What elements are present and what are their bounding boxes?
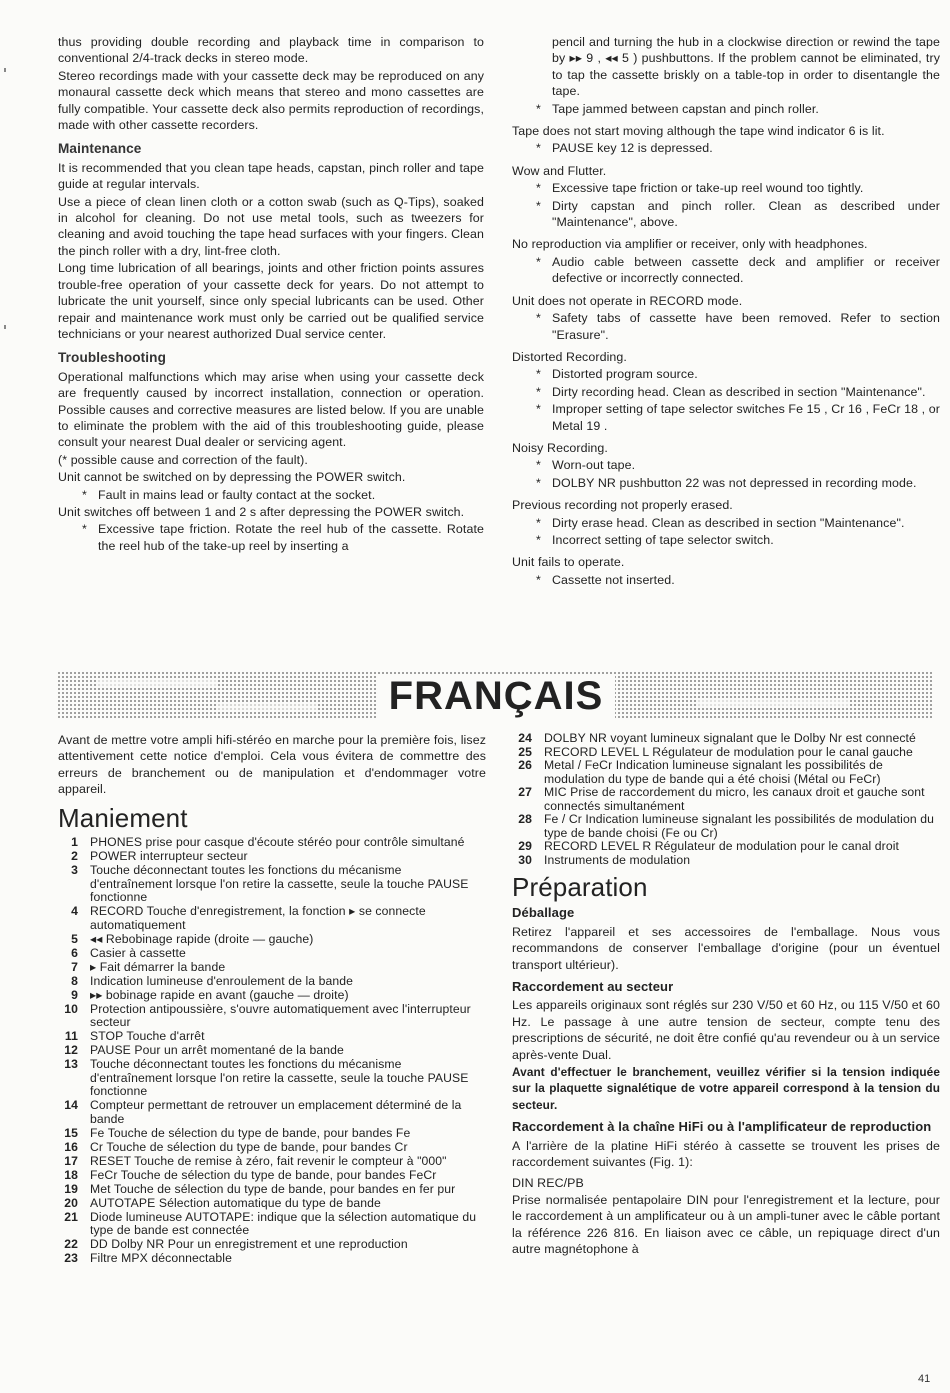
item-text: PHONES prise pour casque d'écoute stéréo pour contrôle simultané <box>90 835 465 850</box>
paragraph: Long time lubrication of all bearings, joints and other friction points assures trouble-free operation of your cassette deck for years. Do not attempt to lubricate the unit yourself, since only special lubricants can be used. Other repair and maintenance work must only be carried out be qualified service technicians or your nearest authorized Dual service center. <box>58 261 484 341</box>
control-item <box>512 813 940 840</box>
margin-mark <box>4 325 6 329</box>
item-text: Filtre MPX déconnectable <box>90 1251 232 1266</box>
maintenance-heading: Maintenance <box>58 141 142 157</box>
item-number: 18 <box>64 1167 78 1182</box>
continued-text: pencil and turning the hub in a clockwise direction or rewind the tape by ▸▸ 9 , ◂◂ 5 ) pushbuttons. If the problem cannot be eliminated, try to tap the cassette briskly on a table-top in order to disentangle the tape. <box>552 35 940 99</box>
language-title: FRANÇAIS <box>377 674 616 718</box>
problem-heading: Wow and Flutter. <box>512 163 607 178</box>
control-item <box>58 947 486 961</box>
item-text: ▸▸ bobinage rapide en avant (gauche — droite) <box>90 987 349 1002</box>
item-text: AUTOTAPE Sélection automatique du type de bande <box>90 1195 381 1210</box>
item-number: 4 <box>71 904 78 919</box>
control-item <box>58 1183 486 1197</box>
item-number: 27 <box>518 785 532 799</box>
control-item <box>58 850 486 864</box>
item-text: DOLBY NR voyant lumineux signalant que le Dolby Nr est connecté <box>544 731 916 745</box>
item-number: 16 <box>64 1139 78 1154</box>
item-text: FeCr Touche de sélection du type de bande, pour bandes FeCr <box>90 1167 437 1182</box>
paragraph: Prise normalisée pentapolaire DIN pour l'enregistrement et la lecture, pour le raccordement à un amplificateur ou à un ampli-tuner avec le câble portant la référence 226 816. En liaison avec ce câble, un repiquage direct d'un autre magnétophone à <box>512 1192 940 1257</box>
problem-heading: Unit cannot be switched on by depressing the POWER switch. <box>58 470 406 485</box>
item-text: Diode lumineuse AUTOTAPE: indique que la sélection automatique du type de bande est connectée <box>90 1209 477 1238</box>
problem-heading: Unit switches off between 1 and 2 s after depressing the POWER switch. <box>58 504 465 519</box>
item-text: RECORD Touche d'enregistrement, la fonction ▸ se connecte automatiquement <box>90 904 426 932</box>
page-number: 41 <box>918 1373 931 1385</box>
item-number: 25 <box>518 744 532 759</box>
subheading-secteur: Raccordement au secteur <box>512 979 674 995</box>
item-text: Met Touche de sélection du type de bande, pour bandes en fer pur <box>90 1181 456 1196</box>
control-item <box>58 1238 486 1252</box>
item-text: ◂◂ Rebobinage rapide (droite — gauche) <box>90 931 314 946</box>
problem-heading: Unit does not operate in RECORD mode. <box>512 293 743 308</box>
cause-bullet: * DOLBY NR pushbutton 22 was not depressed in recording mode. <box>512 475 940 491</box>
cause-bullet: * Cassette not inserted. <box>512 572 940 588</box>
item-number: 24 <box>518 731 532 745</box>
problem-heading: Noisy Recording. <box>512 440 608 455</box>
cause-bullet: * Excessive tape friction or take-up reel wound too tightly. <box>512 180 940 196</box>
item-text: POWER interrupteur secteur <box>90 849 248 864</box>
item-number: 15 <box>64 1125 78 1140</box>
item-number: 2 <box>71 849 78 864</box>
item-text: Compteur permettant de retrouver un emplacement déterminé de la bande <box>90 1098 462 1126</box>
language-banner <box>58 668 934 724</box>
paragraph: (* possible cause and correction of the fault). <box>58 452 308 467</box>
item-text: Metal / FeCr Indication lumineuse signalant les possibilités de modulation du type de bande qui a été choisi (Métal ou FeCr) <box>544 758 883 786</box>
item-number: 21 <box>64 1209 78 1224</box>
control-item <box>58 864 486 905</box>
control-item <box>512 854 940 868</box>
english-column-right <box>512 34 940 589</box>
paragraph: Stereo recordings made with your cassette deck may be reproduced on any monaural cassette deck which means that stereo and mono cassettes are fully compatible. Your cassette deck also permits reproduction of recordings, made with other cassette recorders. <box>58 68 484 133</box>
problem-heading: No reproduction via amplifier or receiver, only with headphones. <box>512 237 868 252</box>
item-text: Touche déconnectant toutes les fonctions du mécanisme d'entraînement lorsque l'on retire la cassette, seule la touche PAUSE fonctionne <box>90 863 469 905</box>
cause-bullet: * Excessive tape friction. Rotate the reel hub of the cassette. Rotate the reel hub of the take-up reel by inserting a <box>58 521 484 554</box>
control-item <box>58 961 486 975</box>
control-item <box>58 1141 486 1155</box>
problem-heading: Tape does not start moving although the tape wind indicator 6 is lit. <box>512 124 885 139</box>
problem-heading: Distorted Recording. <box>512 349 627 364</box>
control-item <box>58 1197 486 1211</box>
margin-mark <box>4 68 6 72</box>
control-item <box>58 836 486 850</box>
item-number: 17 <box>64 1153 78 1168</box>
english-column-left <box>58 34 484 555</box>
item-number: 13 <box>64 1057 78 1072</box>
control-item <box>58 1003 486 1030</box>
item-text: PAUSE Pour un arrêt momentané de la bande <box>90 1043 344 1058</box>
troubleshooting-heading: Troubleshooting <box>58 350 166 366</box>
item-number: 11 <box>64 1029 78 1044</box>
item-text: STOP Touche d'arrêt <box>90 1029 205 1044</box>
control-item <box>58 1099 486 1126</box>
item-text: Indication lumineuse d'enroulement de la bande <box>90 973 354 988</box>
item-number: 3 <box>71 863 78 878</box>
item-text: Fe Touche de sélection du type de bande, pour bandes Fe <box>90 1125 411 1140</box>
control-item <box>512 786 940 813</box>
control-item <box>512 759 940 786</box>
paragraph: It is recommended that you clean tape heads, capstan, pinch roller and tape guide at regular intervals. <box>58 160 484 192</box>
item-number: 12 <box>64 1043 78 1058</box>
item-number: 10 <box>64 1001 78 1016</box>
control-item <box>58 1169 486 1183</box>
item-text: DD Dolby NR Pour un enregistrement et une reproduction <box>90 1237 408 1252</box>
item-text: Cr Touche de sélection du type de bande, pour bandes Cr <box>90 1139 408 1154</box>
item-number: 19 <box>64 1181 78 1196</box>
cause-bullet: * Incorrect setting of tape selector switch. <box>512 532 940 548</box>
control-item <box>512 840 940 854</box>
cause-bullet: * Dirty erase head. Clean as described in section "Maintenance". <box>512 515 940 531</box>
control-item <box>58 1127 486 1141</box>
controls-list-continued <box>512 732 940 867</box>
item-number: 6 <box>71 945 78 960</box>
item-text: RESET Touche de remise à zéro, fait revenir le compteur à "000" <box>90 1153 447 1168</box>
control-item <box>58 1030 486 1044</box>
control-item <box>58 933 486 947</box>
french-column-right <box>512 732 940 1259</box>
item-number: 23 <box>64 1251 78 1266</box>
paragraph: Operational malfunctions which may arise when using your cassette deck are frequently caused by incorrect installation, connection or operation. Possible causes and corrective measures are listed below. If you are unable to eliminate the problem with the aid of this troubleshooting guide, please consult your nearest Dual dealer or servicing agent. <box>58 369 484 450</box>
item-number: 7 <box>71 959 78 974</box>
paragraph: thus providing double recording and playback time in comparison to conventional 2/4-track decks in stereo mode. <box>58 35 484 66</box>
control-item <box>512 732 940 746</box>
control-item <box>58 1058 486 1099</box>
problem-heading: Previous recording not properly erased. <box>512 498 733 513</box>
item-text: Protection antipoussière, s'ouvre automatiquement avec l'interrupteur secteur <box>90 1001 471 1030</box>
subheading-hifi: Raccordement à la chaîne HiFi ou à l'amplificateur de reproduction <box>512 1119 932 1135</box>
cause-bullet: * Dirty capstan and pinch roller. Clean as described under "Maintenance", above. <box>512 198 940 231</box>
item-number: 22 <box>64 1237 78 1252</box>
control-item <box>58 905 486 932</box>
item-text: RECORD LEVEL R Régulateur de modulation pour le canal droit <box>544 839 900 853</box>
control-item <box>58 1252 486 1266</box>
section-title-preparation: Préparation <box>512 872 648 902</box>
cause-bullet: * Audio cable between cassette deck and amplifier or receiver defective or incorrectly connected. <box>512 254 940 287</box>
controls-list <box>58 836 486 1266</box>
problem-heading: Unit fails to operate. <box>512 555 625 570</box>
item-number: 9 <box>71 987 78 1002</box>
item-text: Fe / Cr Indication lumineuse signalant les possibilités de modulation du type de bande choisi (Fe ou Cr) <box>544 812 934 840</box>
control-item <box>58 989 486 1003</box>
item-number: 20 <box>64 1195 78 1210</box>
item-text: Touche déconnectant toutes les fonctions du mécanisme d'entraînement lorsque l'on retire la cassette, seule la touche PAUSE fonctionne <box>90 1057 469 1099</box>
cause-bullet: * Fault in mains lead or faulty contact at the socket. <box>58 487 484 503</box>
item-text: Casier à cassette <box>90 945 186 960</box>
item-number: 1 <box>71 835 78 850</box>
section-title-maniement: Maniement <box>58 802 188 833</box>
troubleshooting-list <box>512 123 940 588</box>
control-item <box>58 1155 486 1169</box>
subheading-deballage: Déballage <box>512 905 575 921</box>
din-label: DIN REC/PB <box>512 1175 584 1190</box>
cause-bullet: * Dirty recording head. Clean as described in section "Maintenance". <box>512 384 940 400</box>
paragraph: Les appareils originaux sont réglés sur 230 V/50 et 60 Hz, ou 115 V/50 et 60 Hz. Le passage à une autre tension de secteur, compte tenu des prescriptions de sécurité, ne doit être confié qu'au revendeur ou à un service après-vente Dual. <box>512 998 940 1062</box>
item-text: ▸ Fait démarrer la bande <box>90 959 226 974</box>
cause-bullet: * Improper setting of tape selector switches Fe 15 , Cr 16 , FeCr 18 , or Metal 19 . <box>512 401 940 434</box>
paragraph: A l'arrière de la platine HiFi stéréo à cassette se trouvent les prises de raccordement suivantes (Fig. 1): <box>512 1138 940 1170</box>
control-item <box>58 1211 486 1238</box>
cause-bullet: * Safety tabs of cassette have been removed. Refer to section "Erasure". <box>512 310 940 343</box>
item-number: 26 <box>518 758 532 772</box>
warning-paragraph: Avant d'effectuer le branchement, veuillez vérifier si la tension indiquée sur la plaquette signalétique de votre appareil correspond à la tension du secteur. <box>512 1065 940 1112</box>
item-number: 30 <box>518 852 532 867</box>
item-text: RECORD LEVEL L Régulateur de modulation pour le canal gauche <box>544 744 913 759</box>
cause-bullet: * Worn-out tape. <box>512 457 940 473</box>
french-column-left <box>58 732 486 1266</box>
item-text: Instruments de modulation <box>544 852 691 867</box>
item-number: 5 <box>71 931 78 946</box>
intro-paragraph: Avant de mettre votre ampli hifi-stéréo en marche pour la première fois, lisez attentivement cette notice d'emploi. Cela vous évitera de commettre des erreurs de branchement ou de manipulation et d'endommager votre appareil. <box>58 733 486 797</box>
item-number: 8 <box>71 973 78 988</box>
cause-bullet: * Tape jammed between capstan and pinch roller. <box>512 101 940 117</box>
cause-bullet: * PAUSE key 12 is depressed. <box>512 140 940 156</box>
item-number: 28 <box>518 812 532 826</box>
control-item <box>58 1044 486 1058</box>
cause-bullet: * Distorted program source. <box>512 366 940 382</box>
control-item <box>58 975 486 989</box>
paragraph: Use a piece of clean linen cloth or a cotton swab (such as Q-Tips), soaked in alcohol for cleaning. Do not use metal tools, such as tweezers for cleaning and avoid touching the tape head surfaces with your fingers. Clean the pinch roller with a dry, lint-free cloth. <box>58 194 484 258</box>
item-number: 14 <box>64 1098 78 1113</box>
item-text: MIC Prise de raccordement du micro, les canaux droit et gauche sont connectés simultanément <box>544 785 925 813</box>
item-number: 29 <box>518 839 532 853</box>
control-item <box>512 746 940 760</box>
paragraph: Retirez l'appareil et ses accessoires de l'emballage. Nous vous recommandons de conserver l'emballage d'origine (pour un éventuel transport ultérieur). <box>512 924 940 972</box>
